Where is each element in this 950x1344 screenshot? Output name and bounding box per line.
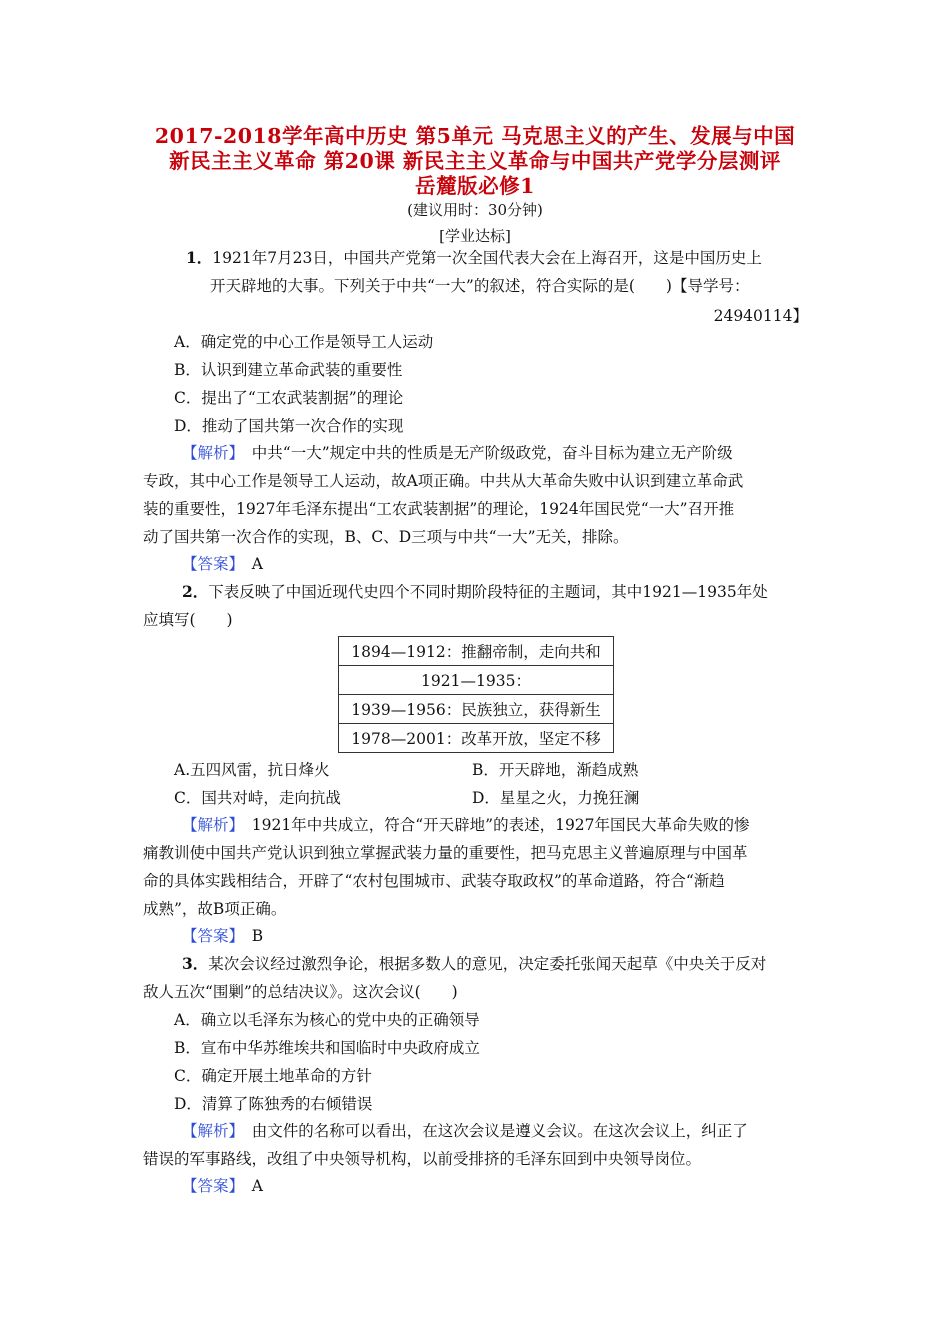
q3-answer-label: 【答案】 <box>182 1177 237 1195</box>
q3-option-c: C．确定开展土地革命的方针 <box>174 1067 372 1085</box>
q2-analysis-text-1: 1921年中共成立，符合“开天辟地”的表述，1927年国民大革命失败的惨 <box>251 816 750 834</box>
time-note: (建议用时：30分钟) <box>407 201 543 219</box>
q1-option-a: A．确定党的中心工作是领导工人运动 <box>174 333 434 351</box>
q3-answer: A <box>251 1177 263 1195</box>
q3-number: 3． <box>182 954 209 973</box>
q1-analysis-line-4: 动了国共第一次合作的实现，B、C、D三项与中共“一大”无关，排除。 <box>143 528 629 546</box>
q2-option-d: D．星星之火，力挽狂澜 <box>472 789 640 807</box>
q2-answer-line <box>182 926 263 946</box>
q1-analysis-line-1 <box>182 443 733 463</box>
q2-option-b: B．开天辟地，渐趋成熟 <box>472 761 639 779</box>
table-cell: 1939—1956：民族独立，获得新生 <box>339 695 614 724</box>
table-cell: 1978—2001：改革开放，坚定不移 <box>339 724 614 753</box>
q1-guide-number: 24940114】 <box>713 307 808 325</box>
q3-analysis-label: 【解析】 <box>182 1122 237 1140</box>
q1-analysis-label: 【解析】 <box>182 444 237 462</box>
q3-analysis-text-1: 由文件的名称可以看出，在这次会议是遵义会议。在这次会议上，纠正了 <box>251 1122 748 1140</box>
q3-option-b: B．宣布中华苏维埃共和国临时中央政府成立 <box>174 1039 480 1057</box>
title-line-1: 2017-2018学年高中历史 第5单元 马克思主义的产生、发展与中国 <box>154 124 796 148</box>
q3-stem-line-1 <box>182 954 766 974</box>
q2-stem-line-2: 应填写( ) <box>143 611 233 629</box>
q1-analysis-line-2: 专政，其中心工作是领导工人运动，故A项正确。中共从大革命失败中认识到建立革命武 <box>143 472 744 490</box>
table-row <box>339 724 614 753</box>
q2-stem-line-1 <box>182 582 768 602</box>
q1-stem-text-1: 1921年7月23日，中国共产党第一次全国代表大会在上海召开，这是中国历史上 <box>212 249 762 267</box>
period-theme-table <box>338 636 614 753</box>
q1-option-b: B．认识到建立革命武装的重要性 <box>174 361 403 379</box>
q2-option-a: A.五四风雷，抗日烽火 <box>174 761 330 779</box>
title-line-2: 新民主主义革命 第20课 新民主主义革命与中国共产党学分层测评 <box>169 149 781 173</box>
q3-answer-line <box>182 1176 263 1196</box>
q1-answer-line <box>182 554 263 574</box>
q3-stem-text-1: 某次会议经过激烈争论，根据多数人的意见，决定委托张闻天起草《中央关于反对 <box>208 955 767 973</box>
q2-analysis-label: 【解析】 <box>182 816 237 834</box>
q1-answer: A <box>251 555 263 573</box>
q1-number: 1． <box>186 248 213 267</box>
q1-option-c: C．提出了“工农武装割据”的理论 <box>174 389 404 407</box>
q2-answer: B <box>251 927 264 945</box>
q1-analysis-line-3: 装的重要性，1927年毛泽东提出“工农武装割据”的理论，1924年国民党“一大”召开推 <box>143 500 735 518</box>
q1-stem-line-1 <box>186 248 762 268</box>
q2-analysis-line-1 <box>182 815 750 835</box>
q3-analysis-line-1 <box>182 1121 748 1141</box>
q3-option-d: D．清算了陈独秀的右倾错误 <box>174 1095 373 1113</box>
q2-analysis-line-4: 成熟”，故B项正确。 <box>143 900 287 918</box>
table-cell: 1894—1912：推翻帝制，走向共和 <box>339 637 614 666</box>
q3-option-a: A．确立以毛泽东为核心的党中央的正确领导 <box>174 1011 480 1029</box>
section-heading: [学业达标] <box>439 227 511 245</box>
table-row <box>339 695 614 724</box>
q1-option-d: D．推动了国共第一次合作的实现 <box>174 417 404 435</box>
table-row <box>339 637 614 666</box>
table-row <box>339 666 614 695</box>
q1-analysis-text-1: 中共“一大”规定中共的性质是无产阶级政党，奋斗目标为建立无产阶级 <box>251 444 733 462</box>
title-line-3: 岳麓版必修1 <box>415 174 535 198</box>
q1-answer-label: 【答案】 <box>182 555 237 573</box>
q2-stem-text-1: 下表反映了中国近现代史四个不同时期阶段特征的主题词，其中1921—1935年处 <box>208 583 768 601</box>
document-title <box>100 124 850 199</box>
table-cell: 1921—1935： <box>339 666 614 695</box>
q3-stem-line-2: 敌人五次“围剿”的总结决议》。这次会议( ) <box>143 983 458 1001</box>
q2-analysis-line-3: 命的具体实践相结合，开辟了“农村包围城市、武装夺取政权”的革命道路，符合“渐趋 <box>143 872 725 890</box>
q1-stem-line-2: 开天辟地的大事。下列关于中共“一大”的叙述，符合实际的是( )【导学号： <box>210 277 750 295</box>
q3-analysis-line-2: 错误的军事路线，改组了中央领导机构，以前受排挤的毛泽东回到中央领导岗位。 <box>143 1150 702 1168</box>
q2-answer-label: 【答案】 <box>182 927 237 945</box>
q2-analysis-line-2: 痛教训使中国共产党认识到独立掌握武装力量的重要性，把马克思主义普遍原理与中国革 <box>143 844 748 862</box>
q2-number: 2． <box>182 582 209 601</box>
q2-option-c: C．国共对峙，走向抗战 <box>174 789 341 807</box>
